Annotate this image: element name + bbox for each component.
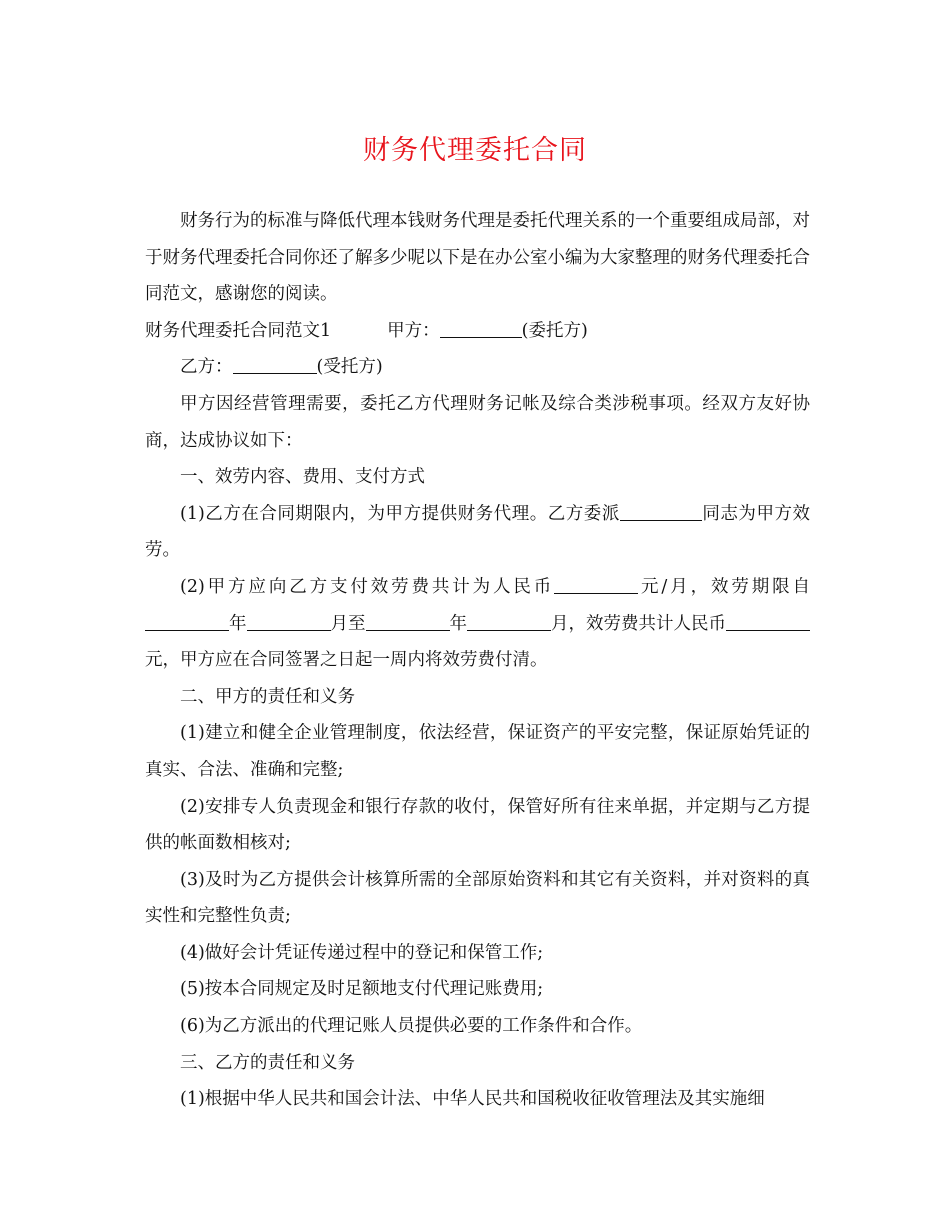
- s1-item1-text-a: (1)乙方在合同期限内，为甲方提供财务代理。乙方委派: [180, 503, 620, 524]
- section2-heading: 二、甲方的责任和义务: [180, 686, 355, 707]
- party-b-label: 乙方：: [180, 357, 233, 378]
- section3-heading: 三、乙方的责任和义务: [180, 1052, 355, 1073]
- s1-item1-text-b: 同志为甲方效劳。: [145, 503, 810, 561]
- s1-item2-total-blank: [726, 612, 810, 631]
- s1-item1-blank: [620, 502, 702, 521]
- s1-item2-month2: 月，效劳费共计人民币: [551, 613, 726, 634]
- sample-heading-line: [145, 313, 810, 350]
- party-b-role: (受托方): [316, 357, 383, 378]
- s2-item: (3)及时为乙方提供会计核算所需的全部原始资料和其它有关资料，并对资料的真实性和完整性负责;: [145, 869, 810, 927]
- party-a-label: 甲方：: [387, 320, 440, 341]
- s1-item2-year2: 年: [449, 613, 467, 634]
- s1-item2-text-b: 元/月，效劳期限自: [638, 576, 810, 597]
- party-b-blank: [233, 356, 317, 375]
- s2-item: (2)安排专人负责现金和银行存款的收付，保管好所有往来单据，并定期与乙方提供的帐面数相核对;: [145, 796, 810, 854]
- s2-item: (4)做好会计凭证传递过程中的登记和保管工作;: [180, 942, 544, 963]
- s2-item: (1)建立和健全企业管理制度，依法经营，保证资产的平安完整，保证原始凭证的真实、合法、准确和完整;: [145, 723, 810, 780]
- party-a-blank: [440, 319, 522, 338]
- s3-item: (1)根据中华人民共和国会计法、中华人民共和国税收征收管理法及其实施细: [180, 1089, 765, 1110]
- s2-item: (6)为乙方派出的代理记账人员提供必要的工作条件和合作。: [180, 1016, 643, 1037]
- party-a-role: (委托方): [521, 320, 588, 341]
- s1-item2-month2-blank: [467, 612, 551, 631]
- s1-item2-month1-blank: [247, 612, 331, 631]
- s1-item2-year1-blank: [145, 612, 229, 631]
- s1-item1: [145, 496, 810, 569]
- s1-item2-year1: 年: [229, 613, 247, 634]
- s1-item2-text-c: 元，甲方应在合同签署之日起一周内将效劳费付清。: [145, 650, 548, 671]
- s1-item2-year2-blank: [366, 612, 450, 631]
- section1-heading: 一、效劳内容、费用、支付方式: [180, 467, 425, 488]
- s1-item2-fee-blank: [554, 576, 638, 595]
- s1-item2: [145, 569, 810, 679]
- party-b-line: [145, 349, 810, 386]
- document-title: 财务代理委托合同: [363, 135, 587, 166]
- document-body: [145, 203, 810, 1118]
- intro-paragraph: 财务行为的标准与降低代理本钱财务代理是委托代理关系的一个重要组成局部，对于财务代理委托合同你还了解多少呢以下是在办公室小编为大家整理的财务代理委托合同范文，感谢您的阅读。: [145, 211, 810, 305]
- purpose-paragraph: 甲方因经营管理需要，委托乙方代理财务记帐及综合类涉税事项。经双方友好协商，达成协议如下：: [145, 393, 810, 451]
- sample-heading: 财务代理委托合同范文1: [145, 320, 332, 341]
- s2-item: (5)按本合同规定及时足额地支付代理记账费用;: [180, 979, 544, 1000]
- s1-item2-month1: 月至: [330, 613, 366, 634]
- s1-item2-text-a: (2)甲方应向乙方支付效劳费共计为人民币: [180, 576, 555, 597]
